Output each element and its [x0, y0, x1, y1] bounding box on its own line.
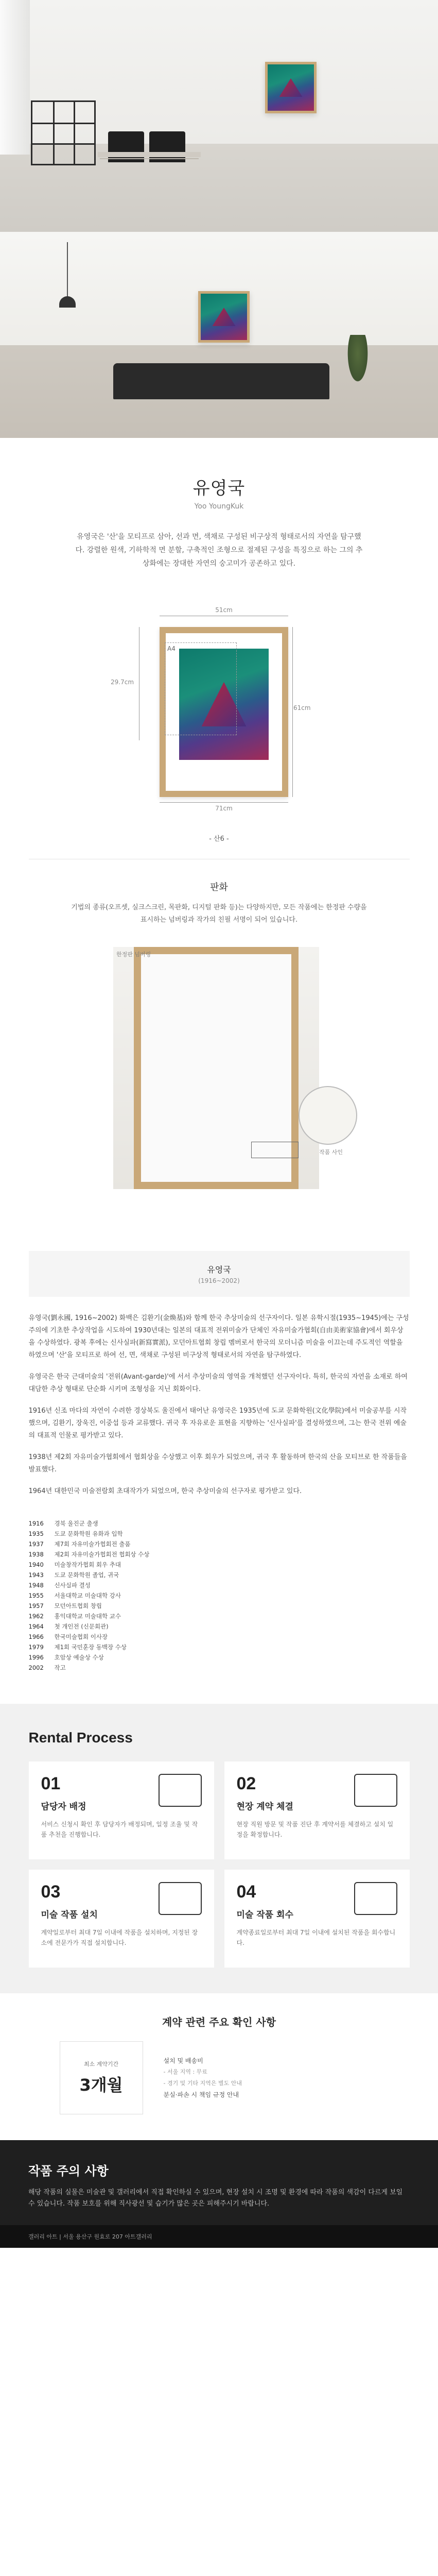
- print-photo: [113, 947, 319, 1189]
- dimension-line: [292, 627, 293, 797]
- step-title: 담당자 배정: [41, 1802, 86, 1812]
- dimension-bottom: 71cm: [215, 805, 233, 812]
- timeline-text: 제7회 자유미술가협회전 출품: [54, 1540, 131, 1548]
- dimension-diagram: [0, 591, 438, 859]
- bio-banner: [29, 1251, 410, 1297]
- bio-paragraph: 1964년 대한민국 미술전람회 초대작가가 되었으며, 한국 추상미술의 선구자로 평가받고 있다.: [28, 1487, 302, 1495]
- artwork-title: - 산6 -: [209, 835, 229, 843]
- timeline-year: 1996: [28, 1654, 44, 1661]
- rental-step: [224, 1870, 410, 1968]
- rental-step: [29, 1870, 214, 1968]
- step-number: 04: [236, 1882, 256, 1902]
- timeline-row: [29, 1590, 410, 1601]
- timeline-row: [29, 1549, 410, 1560]
- timeline-text: 작고: [54, 1664, 66, 1671]
- timeline-year: 1964: [28, 1623, 44, 1630]
- living-room-image: [0, 232, 438, 438]
- step-desc: 계약종료일로부터 최대 7일 이내에 설치된 작품을 회수합니다.: [236, 1929, 396, 1946]
- timeline-text: 제1회 국민훈장 동백장 수상: [54, 1643, 127, 1651]
- career-timeline: [29, 1518, 410, 1673]
- signature-label: 작품 사인: [319, 1149, 343, 1156]
- bio-name: 유영국: [207, 1265, 231, 1275]
- bio-paragraph: 1938년 제2회 자유미술가협회에서 협회상을 수상했고 이후 회우가 되었으며, 귀국 후 활동하며 한국의 산을 모티브로 한 작품들을 발표했다.: [28, 1453, 407, 1473]
- timeline-text: 도쿄 문화학원 유화과 입학: [54, 1530, 123, 1537]
- timeline-year: 1940: [28, 1561, 44, 1568]
- contract-item-sub: - 경기 및 기타 지역은 별도 안내: [163, 2080, 242, 2087]
- timeline-text: 도쿄 문화학원 졸업, 귀국: [54, 1571, 119, 1579]
- living-room-artwork: [198, 291, 250, 343]
- contract-item: 분실·파손 시 책임 규정 안내: [163, 2091, 239, 2098]
- caution-text: 해당 작품의 실물은 미술관 및 갤러리에서 직접 확인하실 수 있으며, 현장 설치 시 조명 및 환경에 따라 작품의 색감이 다르게 보일 수 있습니다. 작품 보호를 위해 직사광선 및 습기가 많은 곳은 피해주시기 바랍니다.: [28, 2189, 403, 2208]
- timeline-text: 서울대학교 미술대학 강사: [54, 1592, 121, 1599]
- timeline-text: 제2회 자유미술가협회전 협회상 수상: [54, 1551, 150, 1558]
- sofa: [113, 363, 329, 399]
- a4-reference: A4: [165, 642, 237, 735]
- timeline-row: [29, 1663, 410, 1673]
- bio-paragraph: 1916년 신조 마다의 자연이 수려한 경상북도 울진에서 태어난 유영국은 1935년에 도쿄 문화학원(文化學院)에서 미술공부를 시작했으며, 김환기, 장욱진, 이중섭 등과 교류했다. 귀국 후 자유로운 표현을 지향하는 '신사실파'를 결성하였으며, 그는 한국 전위 예술의 대표적 인물로 평가받고 있다.: [28, 1407, 407, 1439]
- contract-item-sub: - 서울 지역 : 무료: [163, 2069, 207, 2075]
- step-desc: 현장 직원 방문 및 작품 진단 후 계약서를 체결하고 설치 일정을 확정합니다.: [236, 1821, 394, 1838]
- timeline-row: [29, 1601, 410, 1611]
- step-desc: 계약일로부터 최대 7일 이내에 작품을 설치하며, 지정된 장소에 전문가가 직접 설치합니다.: [41, 1929, 198, 1946]
- timeline-year: 1916: [28, 1520, 44, 1527]
- timeline-text: 미술창작가협회 회우 추대: [54, 1561, 121, 1568]
- lamp-shade: [59, 296, 76, 308]
- caution-section: [0, 2140, 438, 2225]
- step-title: 미술 작품 회수: [236, 1910, 293, 1920]
- timeline-text: 첫 개인전 (신문회관): [54, 1623, 109, 1630]
- window: [0, 0, 30, 155]
- caution-title: 작품 주의 사항: [28, 2164, 109, 2178]
- bookshelf: [31, 100, 96, 165]
- artist-intro: 유영국은 '산'을 모티프로 삼아, 선과 면, 색채로 구성된 비구상적 형태로서의 자연을 탐구했다. 강렬한 원색, 기하학적 면 분할, 구축적인 조형으로 절제된 구성을 특징으로 하는 그의 추상화에는 장대한 자연의 숭고미가 공존하고 있다.: [75, 533, 363, 568]
- timeline-year: 1935: [28, 1530, 44, 1537]
- step-number: 02: [236, 1774, 256, 1793]
- print-detail: [0, 942, 438, 1230]
- step-desc: 서비스 신청시 확인 후 담당자가 배정되며, 일정 조율 및 작품 추천을 진행합니다.: [41, 1821, 198, 1838]
- timeline-year: 1955: [28, 1592, 44, 1599]
- timeline-row: [29, 1611, 410, 1621]
- truck-icon: [354, 1882, 397, 1915]
- edition-label: 한정판 넘버링: [116, 951, 151, 958]
- bio-paragraph: 유영국은 한국 근대미술의 '전위(Avant-garde)'에 서서 추상미술의 영역을 개척했던 선구자이다. 특히, 한국의 자연을 소재로 하여 대담한 추상 형태로 단순화 시키며 조형성을 지닌 회화이다.: [28, 1373, 408, 1393]
- dimension-top: 51cm: [215, 606, 233, 614]
- timeline-text: 경북 울진군 출생: [54, 1520, 98, 1527]
- timeline-row: [29, 1632, 410, 1642]
- lamp: [67, 242, 68, 299]
- timeline-row: [29, 1580, 410, 1590]
- timeline-row: [29, 1560, 410, 1570]
- timeline-row: [29, 1529, 410, 1539]
- hero-artwork: [265, 62, 317, 113]
- timeline-row: [29, 1518, 410, 1529]
- bio-years: (1916~2002): [198, 1277, 240, 1284]
- timeline-year: 1948: [28, 1582, 44, 1589]
- timeline-year: 1962: [28, 1613, 44, 1620]
- biography: [29, 1312, 410, 1498]
- signature-area: [251, 1142, 299, 1158]
- medium-heading: 판화: [210, 882, 228, 893]
- rental-step: [29, 1761, 214, 1859]
- timeline-row: [29, 1652, 410, 1663]
- medium-text: 기법의 종류(오프셋, 실크스크린, 목판화, 디지털 판화 등)는 다양하지만, 모든 작품에는 한정판 수량을 표시하는 넘버링과 작가의 친필 서명이 되어 있습니다.: [71, 904, 367, 924]
- timeline-year: 1943: [28, 1571, 44, 1579]
- contract-icon: [354, 1774, 397, 1807]
- step-title: 미술 작품 설치: [41, 1910, 98, 1920]
- timeline-year: 1966: [28, 1633, 44, 1640]
- artist-name: 유영국: [192, 479, 246, 498]
- min-period-label: 최소 계약기간: [83, 2061, 119, 2067]
- rental-title: Rental Process: [28, 1730, 133, 1745]
- medium-section: [0, 859, 438, 942]
- contract-info: [0, 1993, 438, 2140]
- timeline-year: 2002: [28, 1664, 44, 1671]
- timeline-year: 1938: [28, 1551, 44, 1558]
- timeline-text: 한국미술협회 이사장: [54, 1633, 108, 1640]
- dimension-line: [160, 802, 288, 803]
- footer: 갤러리 아트 | 서울 용산구 원효로 207 아트갤러리: [0, 2225, 438, 2248]
- timeline-row: [29, 1570, 410, 1580]
- timeline-row: [29, 1539, 410, 1549]
- timeline-text: 모던아트협회 창립: [54, 1602, 102, 1609]
- contract-item: 설치 및 배송비: [163, 2057, 203, 2064]
- timeline-year: 1979: [28, 1643, 44, 1651]
- chair: [108, 131, 144, 162]
- timeline-text: 신사실파 결성: [54, 1582, 91, 1589]
- step-number: 03: [41, 1882, 61, 1902]
- step-title: 현장 계약 체결: [236, 1802, 293, 1812]
- laptop-icon: [159, 1774, 202, 1807]
- min-period-value: 3개월: [79, 2075, 123, 2095]
- dimension-left: 29.7cm: [111, 679, 134, 686]
- contract-items: [164, 2055, 242, 2100]
- bio-paragraph: 유영국(劉永國, 1916~2002) 화백은 김환기(金煥基)와 함께 한국 추상미술의 선구자이다. 일본 유학시절(1935~1945)에는 구성주의에 기초한 추상작업을 시도하여 1930년대는 일본의 대표적 전위미술가 단체인 자유미술가협회(自由美術家協會)에서 회우상을 수상하였다. 광복 후에는 신사실파(新寫實派), 모던아트협회 창립 멤버로서 한국의 모더니즘 미술을 이끄는데 주도적인 역할을 하였으며 '산'을 모티프로 하여 선, 면, 색채로 구성된 비구상적 형태로서의 자연을 탐구하였다.: [28, 1314, 409, 1359]
- dimension-right: 61cm: [293, 704, 311, 711]
- timeline-year: 1937: [28, 1540, 44, 1548]
- table: [98, 152, 201, 157]
- timeline-row: [29, 1642, 410, 1652]
- hero-room-image: [0, 0, 438, 232]
- timeline-text: 홍익대학교 미술대학 교수: [54, 1613, 121, 1620]
- min-period-box: [60, 2041, 143, 2114]
- timeline-year: 1957: [28, 1602, 44, 1609]
- plant: [342, 335, 373, 397]
- step-number: 01: [41, 1774, 61, 1793]
- rental-step: [224, 1761, 410, 1859]
- contract-title: 계약 관련 주요 확인 사항: [162, 2016, 276, 2028]
- chair: [149, 131, 185, 162]
- artist-header: [0, 438, 438, 591]
- timeline-row: [29, 1621, 410, 1632]
- rental-process: [0, 1704, 438, 1993]
- frame-install-icon: [159, 1882, 202, 1915]
- signature-zoom: [299, 1086, 357, 1145]
- artist-roman-name: Yoo YoungKuk: [194, 502, 244, 511]
- timeline-text: 호암상 예술상 수상: [54, 1654, 104, 1661]
